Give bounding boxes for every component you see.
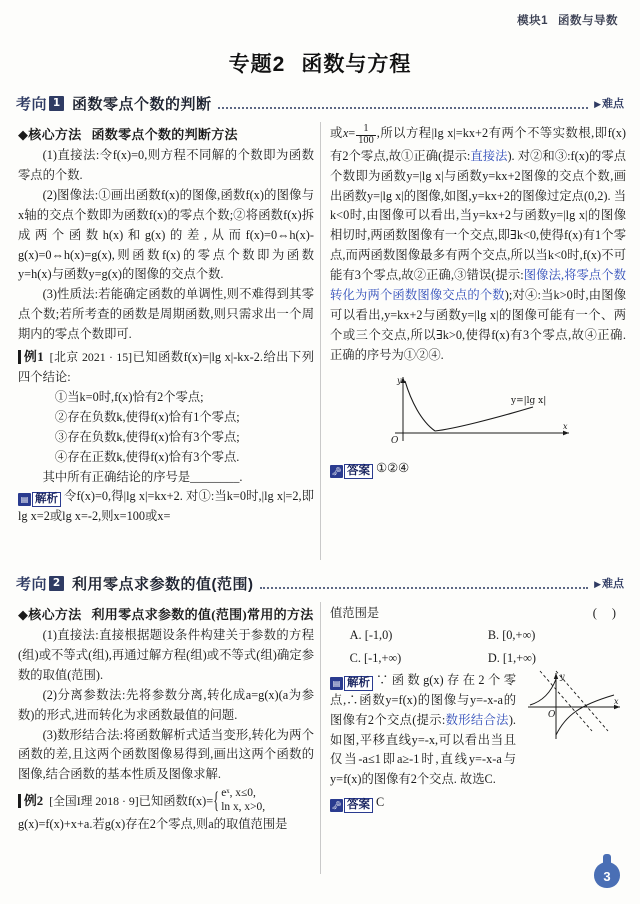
section-1-number: 1 <box>49 96 64 111</box>
book-icon: ▤ <box>18 493 31 506</box>
analysis-2-hint-1: 数形结合法 <box>445 712 509 727</box>
example-1-question: 其中所有正确结论的序号是________. <box>42 469 243 484</box>
example-2-options <box>330 626 626 669</box>
page-number-value: 3 <box>603 869 611 884</box>
key-icon-2: 🗝 <box>331 801 342 811</box>
analysis-2-tag <box>330 676 373 691</box>
section-1-left-column <box>18 124 314 560</box>
figure-1-svg <box>373 371 583 447</box>
option-c[interactable] <box>350 649 488 669</box>
section-1-kaoxiang-label: 考向 <box>16 95 48 113</box>
analysis-2-tag-label: 解析 <box>344 676 373 691</box>
example-1-conclusion-3: ③存在负数k,使得f(x)恰有3个零点; <box>54 429 240 444</box>
triangle-right-icon-2: ▶ <box>594 579 601 589</box>
example-1-conclusion-1: ①当k=0时,f(x)恰有2个零点; <box>54 389 204 404</box>
answer-2-tag <box>330 798 373 813</box>
option-a-value: [-1,0) <box>364 627 393 642</box>
answer-1-value: ①②④ <box>376 460 410 475</box>
section-2-difficulty <box>594 575 624 591</box>
section-2-kaoxiang-label: 考向 <box>16 575 48 593</box>
core-method-1-label: ◆核心方法 <box>18 127 82 142</box>
example-1-analysis <box>18 487 314 527</box>
option-b-key: B. <box>487 627 500 642</box>
figure-2-origin-label: O <box>548 709 556 720</box>
column-divider-2 <box>320 602 321 874</box>
section-1-difficulty <box>594 95 624 111</box>
example-2-piece-2: ln x, x>0, <box>221 801 266 814</box>
option-d-key: D. <box>487 650 500 665</box>
option-d-value: [1,+∞) <box>502 650 536 665</box>
book-icon-2: ▤ <box>330 677 343 690</box>
example-1-source: [北京 2021 · 15] <box>49 350 133 365</box>
section-heading-1 <box>16 92 624 114</box>
running-header-module: 模块1 <box>517 15 548 27</box>
core-method-1-name: 函数零点个数的判断方法 <box>91 127 238 142</box>
section-1-difficulty-label: 难点 <box>602 98 624 110</box>
section-2-number: 2 <box>49 576 64 591</box>
example-1-stem-text: 已知函数f(x)=|lg x|-kx-2.给出下列四个结论: <box>18 350 314 385</box>
example-1-conclusion-2: ②存在负数k,使得f(x)恰有1个零点; <box>54 409 240 424</box>
example-2-stem-post: g(x)=f(x)+x+a.若g(x)存在2个零点,则a的取值范围是 <box>18 817 288 832</box>
example-2-piece-1: eˣ, x≤0, <box>221 787 256 800</box>
analysis-2-part-2: ). 如图,平移直线y=-x,可以看出当且仅当-a≤1即a≥-1时,直线y=-x-a与y=f(x)的图像有2个交点. 故选C. <box>330 712 516 787</box>
running-header <box>517 12 618 28</box>
svg-text:y: y <box>560 671 565 681</box>
figure-intersection-graph <box>522 669 626 750</box>
analysis-1-hint-2: 图像法,将零点个数转化为两个函数图像交点的个数 <box>330 268 626 303</box>
analysis-1-continued: 或x= $\frac{1}{100}$ ,所以方程|lg x|=kx+2有两个不等实数根,即f(x)有2个零点,故①正确(提示:直接法). 对②和③:f(x)的零点个数即为函数y=|lg x|与函数y=kx+2图像的交点个数,画出函数y=|lg x|的图像,如图,y=kx+2的图像过定点(0,2). 当k<0时,由图像可以看出,当y=kx+2与函数y=|lg x|的图像相切时,两函数图像有一个交点,即∃k<0,使得f(x)有1个零点,而两函数图像最多有两个交点,所以当k<0时,f(x)不可能有3个零点,故②正确,③错误(提示:图像法,将零点个数转化为两个函数图像交点的个数);对④:当k>0时,由图像可以看出,y=kx+2与函数y=|lg x|的图像可能有一个、两个或三个交点,所以∃k>0,使得f(x)有3个零点,故④正确. 正确的序号为①②④. <box>330 123 626 362</box>
fraction-numerator: 1 <box>356 124 376 136</box>
running-header-subject: 函数与导数 <box>558 15 618 27</box>
core-method-2-item-3: (3)数形结合法:将函数解析式适当变形,转化为两个函数的差,且这两个函数图像易得到,画出这两个函数的图像,结合函数的基本性质及图像求解. <box>18 727 314 782</box>
section-1-title: 函数零点个数的判断 <box>72 95 212 113</box>
example-2-choice-marker: ( ) <box>592 606 622 620</box>
section-heading-2 <box>16 572 624 594</box>
svg-text:y: y <box>397 375 402 385</box>
triangle-right-icon: ▶ <box>594 99 601 109</box>
answer-2-tag-label: 答案 <box>344 798 373 813</box>
section-2-left-column <box>18 604 314 874</box>
example-1-answer <box>330 459 626 479</box>
svg-text:x: x <box>563 421 568 431</box>
section-2-dot-leader <box>260 578 589 589</box>
analysis-2-part-1: ∵函数g(x)存在2个零点,∴函数y=f(x)的图像与y=-x-a的图像有2个交点(提示: <box>330 672 516 727</box>
example-2-stem <box>18 787 314 815</box>
analysis-1-part-2: ,所以方程|lg x|=kx+2有两个不等实数根,即f(x)有2个零点,故①正确(提示: <box>330 126 626 163</box>
analysis-1-hint-1: 直接法 <box>470 148 508 163</box>
example-2-source: [全国I理 2018 · 9] <box>49 794 139 809</box>
figure-lg-abs-graph <box>330 371 626 454</box>
answer-1-tag <box>330 464 373 479</box>
core-method-1-item-1: (1)直接法:令f(x)=0,则方程不同解的个数即为函数零点的个数. <box>18 148 314 182</box>
column-divider-1 <box>320 122 321 560</box>
piecewise-brace <box>213 787 265 815</box>
figure-1-curve-label: y=|lg x| <box>511 395 547 406</box>
fraction-one-hundredth <box>356 124 376 147</box>
option-a-key: A. <box>349 627 362 642</box>
section-2-difficulty-label: 难点 <box>602 578 624 590</box>
example-1-stem <box>18 347 314 388</box>
core-method-2-header <box>18 604 314 625</box>
core-method-2-item-2: (2)分离参数法:先将参数分离,转化成a=g(x)(a为参数)的形式,进而转化为求函数最值的问题. <box>18 687 314 722</box>
option-c-value: [-1,+∞) <box>364 650 402 665</box>
option-d[interactable] <box>488 649 626 669</box>
option-b-value: [0,+∞) <box>502 627 536 642</box>
option-a[interactable] <box>350 626 488 646</box>
analysis-1-tag <box>18 492 61 507</box>
option-c-key: C. <box>349 650 361 665</box>
page-title-label: 专题2 <box>228 53 286 76</box>
example-2-stem-pre: 已知函数f(x)= <box>138 794 214 809</box>
example-2-answer <box>330 793 626 813</box>
section-1-right-column <box>330 124 626 560</box>
option-b[interactable] <box>488 626 626 646</box>
section-1-dot-leader <box>218 98 589 109</box>
core-method-1-item-3: (3)性质法:若能确定函数的单调性,则不难得到其零点个数;若所考查的函数是周期函数,则只需求出一个周期内的零点个数即可. <box>18 287 314 342</box>
example-1-conclusion-4: ④存在正数k,使得f(x)恰有3个零点. <box>54 449 240 464</box>
figure-1-origin-label: O <box>391 435 399 446</box>
analysis-1-part-4: );对④:当k>0时,由图像可以看出,y=kx+2与函数y=|lg x|的图像可能有一个、两个或三个交点,所以∃k>0,使得f(x)有3个零点,故④正确. 正确的序号为①②④. <box>330 288 626 362</box>
example-2-label: 例2 <box>18 794 43 808</box>
analysis-1-tag-label: 解析 <box>32 492 61 507</box>
section-2-right-column <box>330 604 626 874</box>
core-method-1-header <box>18 124 314 145</box>
example-1-label: 例1 <box>18 350 44 364</box>
analysis-1-part-1: 令f(x)=0,得|lg x|=kx+2. 对①:当k=0时,|lg x|=2,即lg x=2或lg x=-2,则x=100或x= <box>18 489 314 524</box>
svg-text:x: x <box>614 696 619 706</box>
example-2-range-line: 值范围是 ( ) <box>330 604 626 624</box>
page-title <box>0 48 640 78</box>
fraction-denominator: 100 <box>358 134 374 146</box>
core-method-2-label: ◆核心方法 <box>18 607 82 622</box>
core-method-1-item-2: (2)图像法:①画出函数f(x)的图像,函数f(x)的图像与x轴的交点个数即为函数f(x)的零点个数;②将函数f(x)拆成两个函数h(x)和g(x)的差,从而f(x)=0⇔h(x)-g(x)=0⇔h(x)=g(x),则函数f(x)的零点个数即为函数y=h(x)与函数y=g(x)的图像的交点个数. <box>18 187 314 282</box>
key-icon: 🗝 <box>331 466 342 476</box>
answer-2-value: C <box>376 795 385 810</box>
page-title-name: 函数与方程 <box>301 53 412 76</box>
analysis-1-part-3: ). 对②和③:f(x)的零点个数即为函数y=|lg x|与函数y=kx+2图像的交点个数,画出函数y=|lg x|的图像,如图,y=kx+2的图像过定点(0,2). 当k<0时,由图像可以看出,当y=kx+2与函数y=|lg x|的图像相切时,两函数图像有一个交点,即∃k<0,使得f(x)有1个零点,而两函数图像最多有两个交点,所以当k<0时,f(x)不可能有3个零点,故②正确,③错误(提示: <box>330 148 626 283</box>
answer-1-tag-label: 答案 <box>344 464 373 479</box>
figure-2-svg <box>522 669 626 743</box>
core-method-2-name: 利用零点求参数的值(范围)常用的方法 <box>91 607 314 622</box>
core-method-2-item-1: (1)直接法:直接根据题设条件构建关于参数的方程(组)或不等式(组),再通过解方程(组)或不等式(组)确定参数的取值(范围). <box>18 628 314 682</box>
page-number-badge <box>594 854 620 888</box>
section-2-title: 利用零点求参数的值(范围) <box>72 575 254 593</box>
